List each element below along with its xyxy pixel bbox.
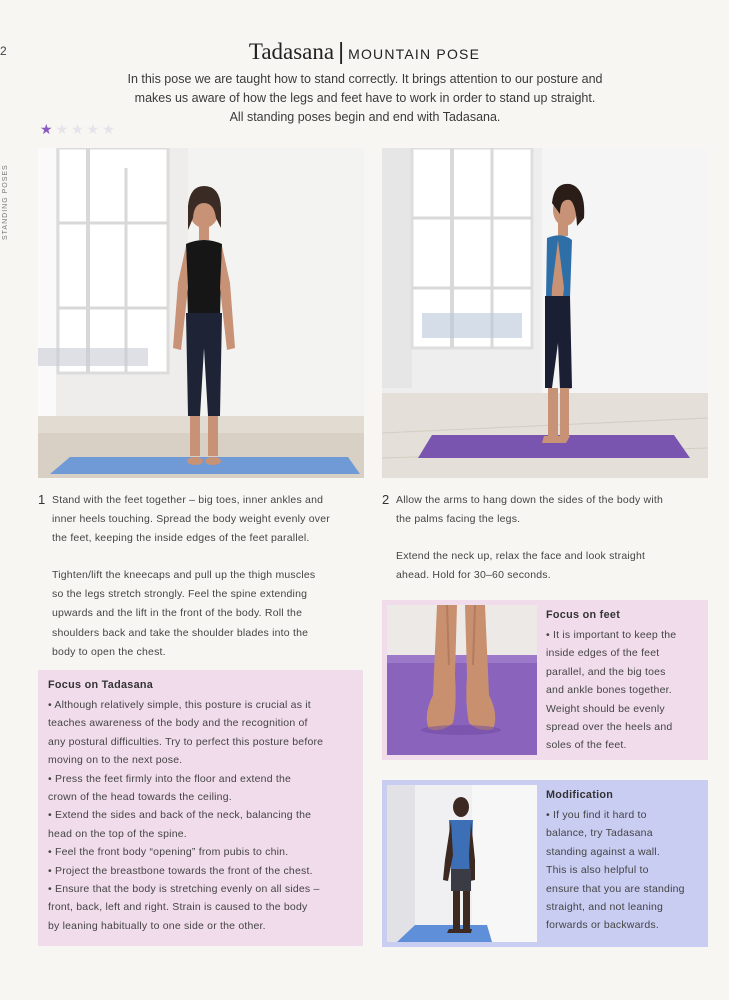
text-line: forwards or backwards.	[546, 919, 659, 932]
text-line: front, back, left and right. Strain is caused to the body	[48, 901, 308, 914]
text-line: teaches awareness of the body and the recognition of	[48, 717, 308, 730]
text-line: soles of the feet.	[546, 739, 627, 752]
text-line: • Press the feet firmly into the floor and extend the	[48, 772, 292, 785]
step-2-paragraph	[396, 491, 716, 529]
star-empty-icon: ★★★★	[55, 121, 118, 137]
star-filled-icon: ★	[40, 121, 56, 137]
modification-text	[546, 806, 706, 935]
text-line: • Feel the front body “opening” from pubis to chin.	[48, 846, 289, 859]
text-line: • Although relatively simple, this posture is crucial as it	[48, 699, 311, 711]
step-1-paragraph	[52, 491, 372, 549]
focus-tadasana-box	[38, 670, 363, 946]
text-line: • Extend the sides and back of the neck, balancing the	[48, 809, 312, 822]
text-line: Allow the arms to hang down the sides of the body with	[396, 494, 664, 506]
text-line: ensure that you are standing	[546, 882, 685, 895]
photo-front-view	[38, 148, 364, 478]
text-line: standing against a wall.	[546, 845, 660, 858]
text-line: moving on to the next pose.	[48, 754, 183, 767]
text-line: crown of the head towards the ceiling.	[48, 791, 232, 804]
difficulty-rating	[40, 121, 118, 138]
text-line: parallel, and the big toes	[546, 665, 666, 678]
text-line: This is also helpful to	[546, 864, 649, 877]
text-line: any postural difficulties. Try to perfect this posture before	[48, 735, 324, 748]
pose-english-name: MOUNTAIN POSE	[348, 46, 481, 62]
text-line: the feet, keeping the inside edges of the feet parallel.	[52, 532, 310, 545]
text-line: spread over the heels and	[546, 721, 673, 734]
text-line: shoulders back and take the shoulder blades into the	[52, 626, 309, 639]
text-line: head on the top of the spine.	[48, 827, 187, 840]
page-title	[0, 38, 729, 65]
text-line: the palms facing the legs.	[396, 513, 521, 526]
focus-feet-text	[546, 626, 706, 755]
intro-line: In this pose we are taught how to stand correctly. It brings attention to our posture and	[127, 72, 603, 86]
intro-text	[80, 70, 650, 127]
text-line: Stand with the feet together – big toes, inner ankles and	[52, 494, 324, 506]
modification-title: Modification	[546, 789, 614, 801]
page-number: 2	[0, 44, 7, 58]
text-line: ahead. Hold for 30–60 seconds.	[396, 569, 551, 582]
text-line: straight, and not leaning	[546, 901, 664, 914]
focus-feet-title: Focus on feet	[546, 609, 621, 621]
section-side-label: STANDING POSES	[2, 164, 9, 240]
focus-tadasana-title: Focus on Tadasana	[48, 679, 154, 691]
photo-side-view	[382, 148, 708, 478]
text-line: • If you find it hard to	[546, 809, 647, 821]
text-line: inside edges of the feet	[546, 647, 660, 660]
focus-feet-box	[382, 600, 708, 760]
step-2-paragraph	[396, 547, 716, 585]
text-line: balance, try Tadasana	[546, 827, 653, 840]
step-number: 2	[382, 492, 390, 507]
intro-line: All standing poses begin and end with Tadasana.	[229, 110, 501, 124]
modification-box	[382, 780, 708, 947]
text-line: body to open the chest.	[52, 645, 166, 658]
photo-wall-modification	[387, 785, 537, 942]
text-line: upwards and the lift in the front of the body. Roll the	[52, 607, 303, 620]
photo-feet-closeup	[387, 605, 537, 755]
pose-name: Tadasana	[248, 39, 335, 64]
text-line: • Project the breastbone towards the front of the chest.	[48, 864, 313, 877]
text-line: so the legs stretch strongly. Feel the spine extending	[52, 588, 308, 601]
text-line: Weight should be evenly	[546, 702, 665, 715]
text-line: inner heels touching. Spread the body weight evenly over	[52, 513, 330, 526]
text-line: Extend the neck up, relax the face and look straight	[396, 550, 646, 562]
text-line: • Ensure that the body is stretching evenly on all sides –	[48, 883, 320, 896]
text-line: and ankle bones together.	[546, 684, 672, 697]
focus-tadasana-text	[48, 696, 363, 935]
title-separator: |	[338, 38, 345, 64]
text-line: Tighten/lift the kneecaps and pull up the thigh muscles	[52, 569, 316, 581]
step-1-paragraph	[52, 566, 372, 662]
text-line: • It is important to keep the	[546, 629, 677, 641]
intro-line: makes us aware of how the legs and feet have to work in order to stand up straight.	[134, 91, 596, 105]
step-number: 1	[38, 492, 46, 507]
text-line: by leaning habitually to one side or the other.	[48, 919, 266, 932]
